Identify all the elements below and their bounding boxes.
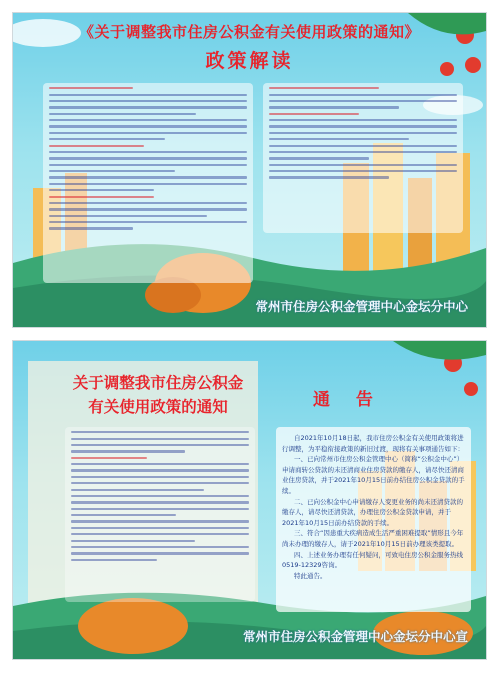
poster-top-footer: 常州市住房公积金管理中心金坛分中心 — [255, 299, 468, 314]
notice-poster — [12, 340, 487, 660]
notice-title: 通 告 — [313, 390, 383, 410]
notice-paragraph: 二、已向公积金中心申请缴存人变更业务的尚未还清贷款的缴存人，请尽快还清贷款，办理住房公积金贷款申请，并于2021年10月15日前办结贷款的手续。 — [282, 497, 463, 527]
notice-paragraph: 自2021年10月18日起，我市住房公积金有关使用政策将进行调整，为平稳衔接政策的新旧过渡，现将有关事项通告如下： — [282, 434, 464, 453]
notice-paragraph: 一、已向常州市住房公积金管理中心（简称“公积金中心”）申请商转公贷款的未还清商业住房贷款的缴存人，请尽快还清商业住房贷款，并于2021年10月15日前办结住房公积金贷款的手续。 — [282, 455, 465, 495]
notice-left-title — [53, 371, 263, 419]
poster-top-title: 《关于调整我市住房公积金有关使用政策的通知》 — [78, 23, 420, 41]
left-title-line2: 有关使用政策的通知 — [88, 398, 228, 416]
left-policy-text — [65, 427, 255, 602]
policy-interpretation-poster — [12, 12, 487, 328]
left-text-panel — [43, 83, 253, 283]
notice-paragraph: 特此通告。 — [294, 571, 327, 580]
poster-bottom-footer: 常州市住房公积金管理中心金坛分中心宣 — [242, 629, 468, 644]
notice-paragraph: 四、上述业务办理有任何疑问，可致电住房公积金服务热线0519-12329咨询。 — [282, 550, 463, 570]
right-text-panel — [263, 83, 463, 233]
notice-body — [276, 427, 471, 612]
notice-paragraph: 三、符合“因患重大疾病造成生活严重困难提取”情形且今年尚未办理的缴存人，请于2021年10月15日前办理该类提取。 — [282, 529, 464, 548]
poster-top-subtitle: 政策解读 — [205, 50, 294, 72]
left-title-line1: 关于调整我市住房公积金 — [72, 374, 244, 392]
